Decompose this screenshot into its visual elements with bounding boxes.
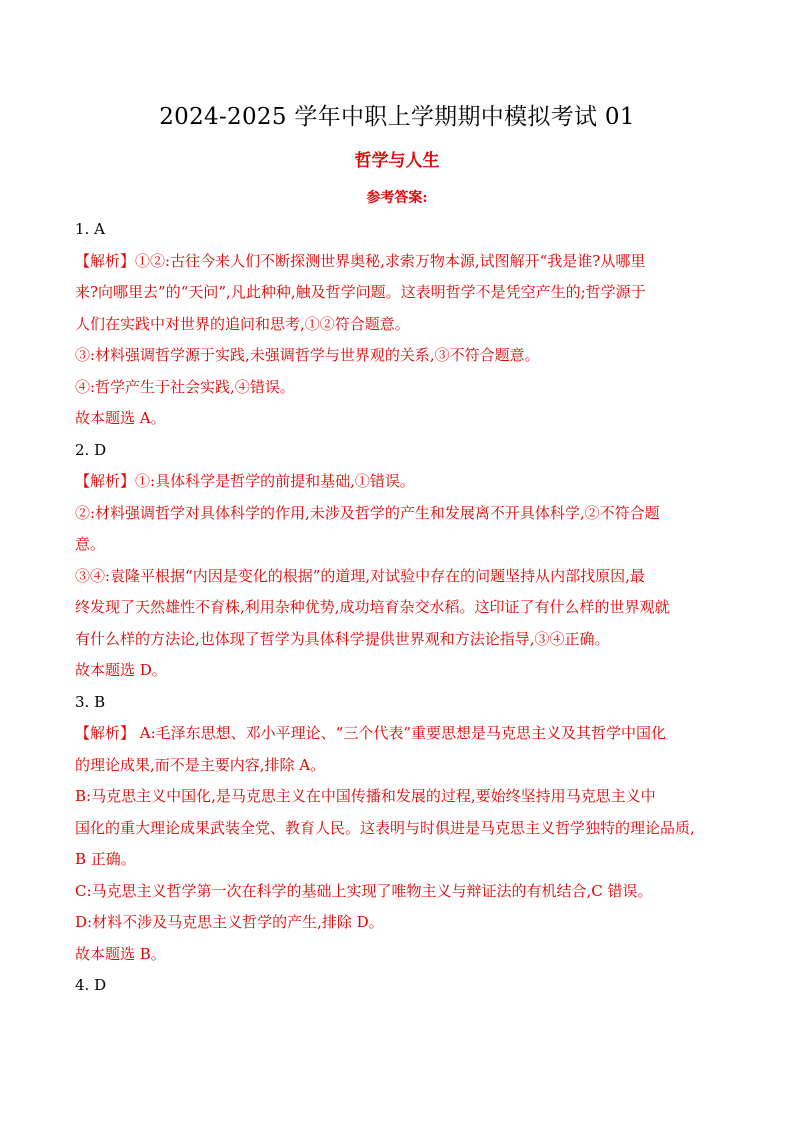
explanation-line: ③④:袁隆平根据“内因是变化的根据”的道理,对试验中存在的问题坚持从内部找原因,最 [75, 566, 645, 585]
answer-item-4 [75, 970, 723, 1002]
explanation-line: B 正确。 [75, 850, 136, 868]
explanation-line: 人们在实践中对世界的追问和思考,①②符合题意。 [75, 314, 410, 333]
answer-item-2 [75, 435, 723, 687]
explanation-line: D:材料不涉及马克思主义哲学的产生,排除 D。 [75, 913, 384, 931]
page-title: 2024-2025 学年中职上学期期中模拟考试 01 [159, 104, 635, 130]
explanation-line: B:马克思主义中国化,是马克思主义在中国传播和发展的过程,要始终坚持用马克思主义中 [75, 787, 656, 805]
explanation-line [75, 466, 723, 498]
explanation-line: 国化的重大理论成果武装全党、教育人民。这表明与时俱进是马克思主义哲学独特的理论品质, [75, 818, 695, 837]
answer-number: 3. B [75, 692, 106, 711]
explanation-line: 有什么样的方法论,也体现了哲学为具体科学提供世界观和方法论指导,③④正确。 [75, 629, 610, 648]
analysis-tag: 【解析】 [75, 251, 136, 270]
explanation-line: 意。 [75, 535, 106, 553]
explanation-text: ①②:古往今来人们不断探测世界奥秘,求索万物本源,试图解开“我是谁?从哪里 [135, 251, 646, 270]
subject-subtitle: 哲学与人生 [354, 151, 440, 171]
analysis-tag: 【解析】 [75, 472, 136, 490]
explanation-line: 来?向哪里去”的“天问”,凡此种种,触及哲学问题。这表明哲学不是凭空产生的;哲学源于 [75, 283, 646, 301]
answers-heading: 参考答案: [366, 190, 428, 206]
answer-item-1 [75, 214, 723, 435]
explanation-line: ④:哲学产生于社会实践,④错误。 [75, 377, 295, 396]
explanation-line: ③:材料强调哲学源于实践,未强调哲学与世界观的关系,③不符合题意。 [75, 346, 540, 364]
answer-item-3 [75, 687, 723, 971]
explanation-line: C:马克思主义哲学第一次在科学的基础上实现了唯物主义与辩证法的有机结合,C 错误。 [75, 881, 653, 900]
explanation-text: ①:具体科学是哲学的前提和基础,①错误。 [135, 472, 415, 490]
explanation-line [75, 718, 723, 750]
answer-number: 2. D [75, 440, 107, 459]
explanation-line: ②:材料强调哲学对具体科学的作用,未涉及哲学的产生和发展离不开具体科学,②不符合题 [75, 503, 660, 522]
conclusion-line: 故本题选 A。 [75, 409, 166, 427]
analysis-tag: 【解析】 [75, 724, 136, 742]
explanation-line: 的理论成果,而不是主要内容,排除 A。 [75, 755, 326, 774]
answer-list [75, 214, 723, 1002]
conclusion-line: 故本题选 D。 [75, 661, 167, 679]
explanation-line [75, 246, 723, 278]
answer-number: 4. D [75, 976, 107, 994]
explanation-text: A:毛泽东思想、邓小平理论、“三个代表”重要思想是马克思主义及其哲学中国化 [135, 724, 667, 742]
explanation-line: 终发现了天然雄性不育株,利用杂种优势,成功培育杂交水稻。这印证了有什么样的世界观就 [75, 598, 670, 616]
conclusion-line: 故本题选 B。 [75, 944, 166, 963]
answer-number: 1. A [75, 220, 105, 238]
